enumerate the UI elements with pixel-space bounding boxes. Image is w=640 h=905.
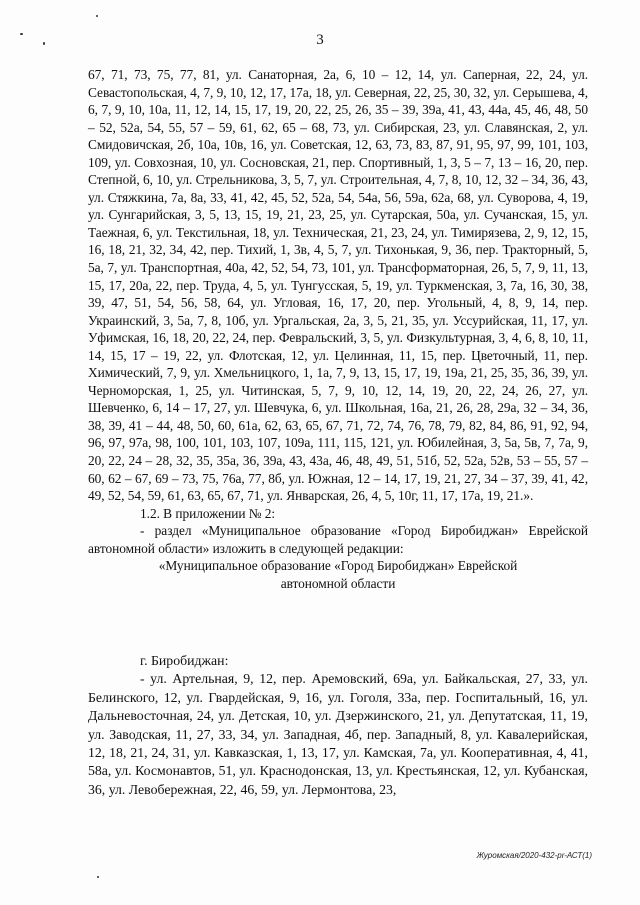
paragraph-city: г. Биробиджан: — [140, 653, 229, 668]
main-text — [88, 66, 588, 592]
paragraph-street-list: 67, 71, 73, 75, 77, 81, ул. Санаторная, 2а, 6, 10 – 12, 14, ул. Саперная, 22, 24, ул. Севастопольская, 4, 7, 9, 10, 12, 17, 17а, 18, ул. Северная, 22, 25, 30, 32, ул. Серышева, 4, 6, 7, 9, 10, 10а, 11, 12, 14, 15, 17, 19, 20, 22, 25, 26, 35 – 39, 39а, 41, 43, 44а, 45, 46, 48, 50 – 52, 52а, 54, 55, 57 – 59, 61, 62, 65 – 68, 73, ул. Сибирская, 23, ул. Славянская, 2, ул. Смидовичская, 2б, 10а, 10в, 16, ул. Советская, 12, 63, 73, 83, 87, 91, 95, 97, 99, 101, 103, 109, ул. Совхозная, 10, ул. Сосновская, 21, пер. Спортивный, 1, 3, 5 – 7, 13 – 16, 20, пер. Степной, 6, 10, ул. Стрельникова, 3, 5, 7, ул. Строительная, 4, 7, 8, 10, 12, 32 – 34, 36, 43, ул. Стяжкина, 7а, 8а, 33, 41, 42, 45, 52, 52а, 54, 54а, 56, 59а, 62а, 68, ул. Суворова, 4, 19, ул. Сунгарийская, 3, 5, 13, 15, 19, 21, 23, 25, ул. Сутарская, 50а, ул. Сучанская, 15, ул. Таежная, 6, ул. Текстильная, 18, ул. Техническая, 21, 23, 24, ул. Тимирязева, 2, 9, 12, 15, 16, 18, 21, 32, 34, 42, пер. Тихий, 1, 3в, 4, 5, 7, ул. Тихонькая, 9, 36, пер. Тракторный, 5, 5а, 7, ул. Транспортная, 40а, 42, 52, 54, 73, 101, ул. Трансформаторная, 26, 5, 7, 9, 11, 13, 15, 17, 20а, 22, пер. Труда, 4, 5, ул. Тунгусская, 5, 19, ул. Туркменская, 3, 7а, 16, 30, 38, 39, 47, 51, 54, 56, 58, 64, ул. Угловая, 16, 17, 20, пер. Угольный, 4, 8, 9, 14, пер. Украинский, 3, 5а, 7, 8, 10б, ул. Ургальская, 2а, 3, 5, 21, 35, ул. Уссурийская, 11, 17, ул. Уфимская, 16, 18, 20, 22, 24, пер. Февральский, 3, 5, ул. Физкультурная, 3, 4, 6, 8, 10, 11, 14, 15, 17 – 19, 22, ул. Флотская, 12, ул. Целинная, 11, 15, пер. Цветочный, 11, пер. Химический, 7, 9, ул. Хмельницкого, 1, 1а, 7, 9, 13, 15, 17, 19, 19а, 21, 25, 35, 36, 39, ул. Черноморская, 1, 25, ул. Читинская, 5, 7, 9, 10, 12, 14, 19, 20, 22, 24, 26, 27, ул. Шевченко, 6, 14 – 17, 27, ул. Шевчука, 6, ул. Школьная, 16а, 21, 26, 28, 29а, 32 – 34, 36, 38, 39, 41 – 44, 48, 50, 60, 61а, 62, 63, 65, 67, 71, 72, 74, 76, 78, 79, 82, 84, 86, 91, 92, 94, 96, 97, 97а, 98, 100, 101, 103, 107, 109а, 111, 115, 121, ул. Юбилейная, 3, 5а, 5в, 7, 7а, 9, 20, 22, 24 – 28, 32, 35, 35а, 36, 39а, 43, 43а, 46, 48, 49, 51, 51б, 52, 52а, 52в, 53 – 55, 57 – 60, 62 – 67, 69 – 73, 75, 76а, 77, 8б, ул. Южная, 12 – 14, 17, 19, 21, 27, 34 – 37, 39, 41, 42, 49, 52, 54, 59, 61, 63, 65, 67, 71, ул. Январская, 26, 4, 5, 10г, 11, 17, 17а, 19, 21.». — [88, 67, 588, 504]
paragraph-city-streets: - ул. Артельная, 9, 12, пер. Аремовский, 69а, ул. Байкальская, 27, 33, ул. Белинского, 12, ул. Гвардейская, 9, 16, ул. Гоголя, 33а, пер. Госпитальный, 16, ул. Дальневосточная, 24, ул. Детская, 10, ул. Дзержинского, 21, ул. Депутатская, 11, 19, ул. Заводская, 11, 27, 33, 34, ул. Западная, 4б, пер. Западный, 8, ул. Кавалерийская, 12, 18, 21, 24, 31, ул. Кавказская, 1, 13, 17, ул. Камская, 7а, ул. Кооперативная, 4, 41, 58а, ул. Космонавтов, 51, ул. Краснодонская, 13, ул. Крестьянская, 12, ул. Кубанская, 36, ул. Левобережная, 22, 46, 59, ул. Лермонтова, 23, — [88, 671, 588, 797]
scan-speck — [97, 876, 99, 878]
page-number: 3 — [316, 32, 324, 48]
paragraph-appendix-heading: 1.2. В приложении № 2: — [140, 505, 276, 521]
paragraph-section-edit: - раздел «Муниципальное образование «Город Биробиджан» Еврейской автономной области» изложить в следующей редакции: — [88, 523, 588, 556]
paragraph-section-title: «Муниципальное образование «Город Биробиджан» Еврейской автономной области — [158, 558, 518, 591]
document-code: Журомская/2020-432-pr-АСТ(1) — [476, 851, 592, 860]
second-text-block — [88, 652, 588, 799]
scan-speck — [96, 15, 98, 17]
